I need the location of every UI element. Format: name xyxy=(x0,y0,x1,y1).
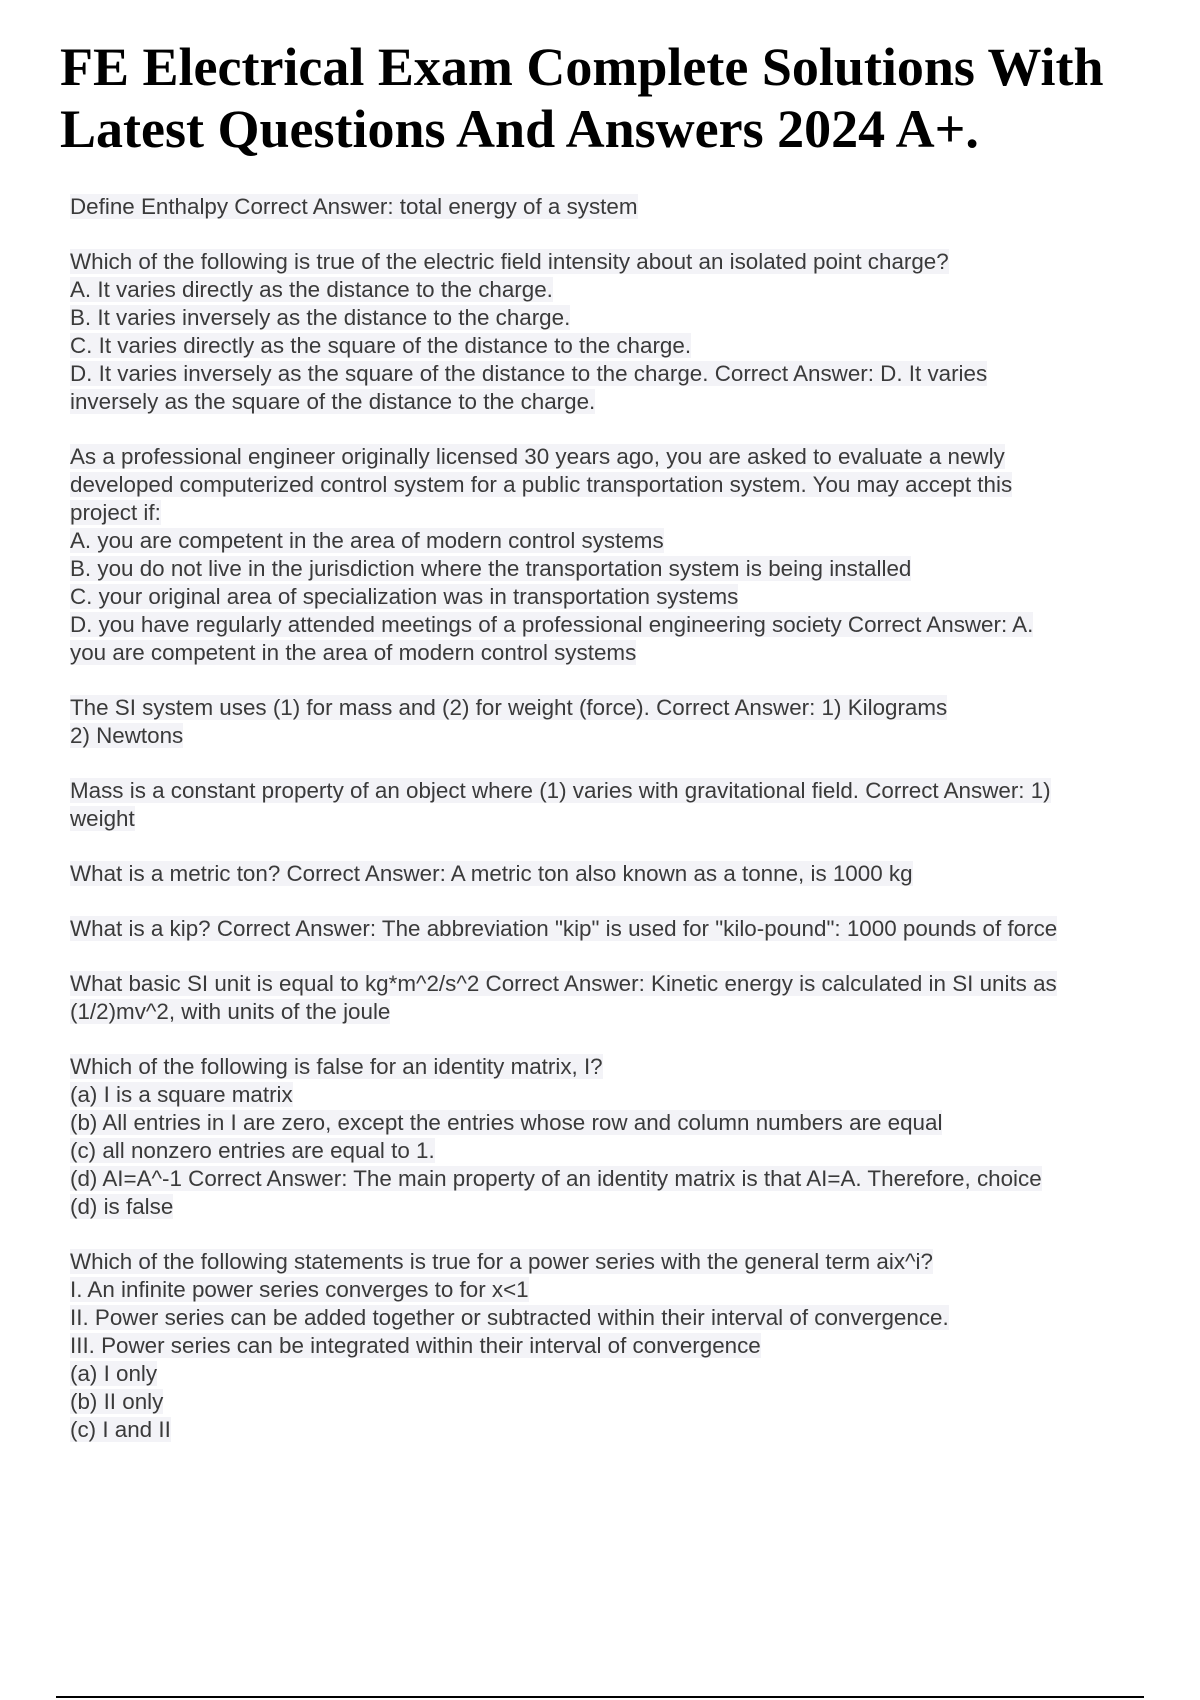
qa-line: you are competent in the area of modern control systems xyxy=(70,640,637,665)
qa-line: B. It varies inversely as the distance to the charge. xyxy=(70,305,571,330)
qa-line: B. you do not live in the jurisdiction where the transportation system is being installed xyxy=(70,556,912,581)
qa-line: (a) I only xyxy=(70,1361,158,1386)
qa-line: Mass is a constant property of an object where (1) varies with gravitational field. Correct Answer: 1) xyxy=(70,778,1051,803)
qa-line: What basic SI unit is equal to kg*m^2/s^2 Correct Answer: Kinetic energy is calculated in SI units as xyxy=(70,971,1057,996)
qa-line: C. your original area of specialization was in transportation systems xyxy=(70,584,739,609)
qa-line: I. An infinite power series converges to for x<1 xyxy=(70,1277,529,1302)
qa-line: (1/2)mv^2, with units of the joule xyxy=(70,999,391,1024)
qa-line: inversely as the square of the distance to the charge. xyxy=(70,389,596,414)
qa-line: Define Enthalpy Correct Answer: total energy of a system xyxy=(70,194,638,219)
qa-item-enthalpy xyxy=(70,193,1150,221)
qa-line: (c) all nonzero entries are equal to 1. xyxy=(70,1138,435,1163)
qa-line: Which of the following is false for an identity matrix, I? xyxy=(70,1054,603,1079)
qa-line: weight xyxy=(70,806,135,831)
qa-item-si-system xyxy=(70,694,1150,750)
qa-item-professional-engineer xyxy=(70,443,1150,667)
qa-line: 2) Newtons xyxy=(70,723,184,748)
qa-line: A. It varies directly as the distance to the charge. xyxy=(70,277,553,302)
qa-line: As a professional engineer originally licensed 30 years ago, you are asked to evaluate a newly xyxy=(70,444,1005,469)
qa-line: (b) II only xyxy=(70,1389,164,1414)
qa-line: C. It varies directly as the square of the distance to the charge. xyxy=(70,333,692,358)
qa-line: (c) I and II xyxy=(70,1417,171,1442)
qa-line: (d) AI=A^-1 Correct Answer: The main property of an identity matrix is that AI=A. Therefore, choice xyxy=(70,1166,1042,1191)
qa-line: Which of the following is true of the electric field intensity about an isolated point charge? xyxy=(70,249,949,274)
qa-line: Which of the following statements is true for a power series with the general term aix^i? xyxy=(70,1249,933,1274)
qa-line: developed computerized control system for a public transportation system. You may accept this xyxy=(70,472,1013,497)
qa-item-si-unit xyxy=(70,970,1150,1026)
document-title xyxy=(60,36,1170,160)
qa-line: (d) is false xyxy=(70,1194,174,1219)
qa-item-metric-ton xyxy=(70,860,1150,888)
qa-item-power-series xyxy=(70,1248,1150,1444)
title-line: Latest Questions And Answers 2024 A+. xyxy=(60,99,979,159)
footer-rule xyxy=(56,1696,1144,1698)
qa-item-kip xyxy=(70,915,1150,943)
qa-line: (a) I is a square matrix xyxy=(70,1082,293,1107)
qa-line: What is a metric ton? Correct Answer: A metric ton also known as a tonne, is 1000 kg xyxy=(70,861,913,886)
qa-line: D. It varies inversely as the square of the distance to the charge. Correct Answer: D. It varies xyxy=(70,361,988,386)
qa-line: A. you are competent in the area of modern control systems xyxy=(70,528,664,553)
qa-line: III. Power series can be integrated within their interval of convergence xyxy=(70,1333,761,1358)
qa-item-electric-field xyxy=(70,248,1150,416)
qa-line: (b) All entries in I are zero, except the entries whose row and column numbers are equal xyxy=(70,1110,943,1135)
qa-item-identity-matrix xyxy=(70,1053,1150,1221)
qa-item-mass xyxy=(70,777,1150,833)
qa-list xyxy=(70,193,1150,1471)
qa-line: project if: xyxy=(70,500,161,525)
qa-line: D. you have regularly attended meetings of a professional engineering society Correct Answer: A. xyxy=(70,612,1034,637)
qa-line: II. Power series can be added together or subtracted within their interval of convergence. xyxy=(70,1305,949,1330)
title-line: FE Electrical Exam Complete Solutions With xyxy=(60,37,1104,97)
qa-line: The SI system uses (1) for mass and (2) for weight (force). Correct Answer: 1) Kilograms xyxy=(70,695,948,720)
qa-line: What is a kip? Correct Answer: The abbreviation "kip" is used for "kilo-pound": 1000 pounds of force xyxy=(70,916,1058,941)
